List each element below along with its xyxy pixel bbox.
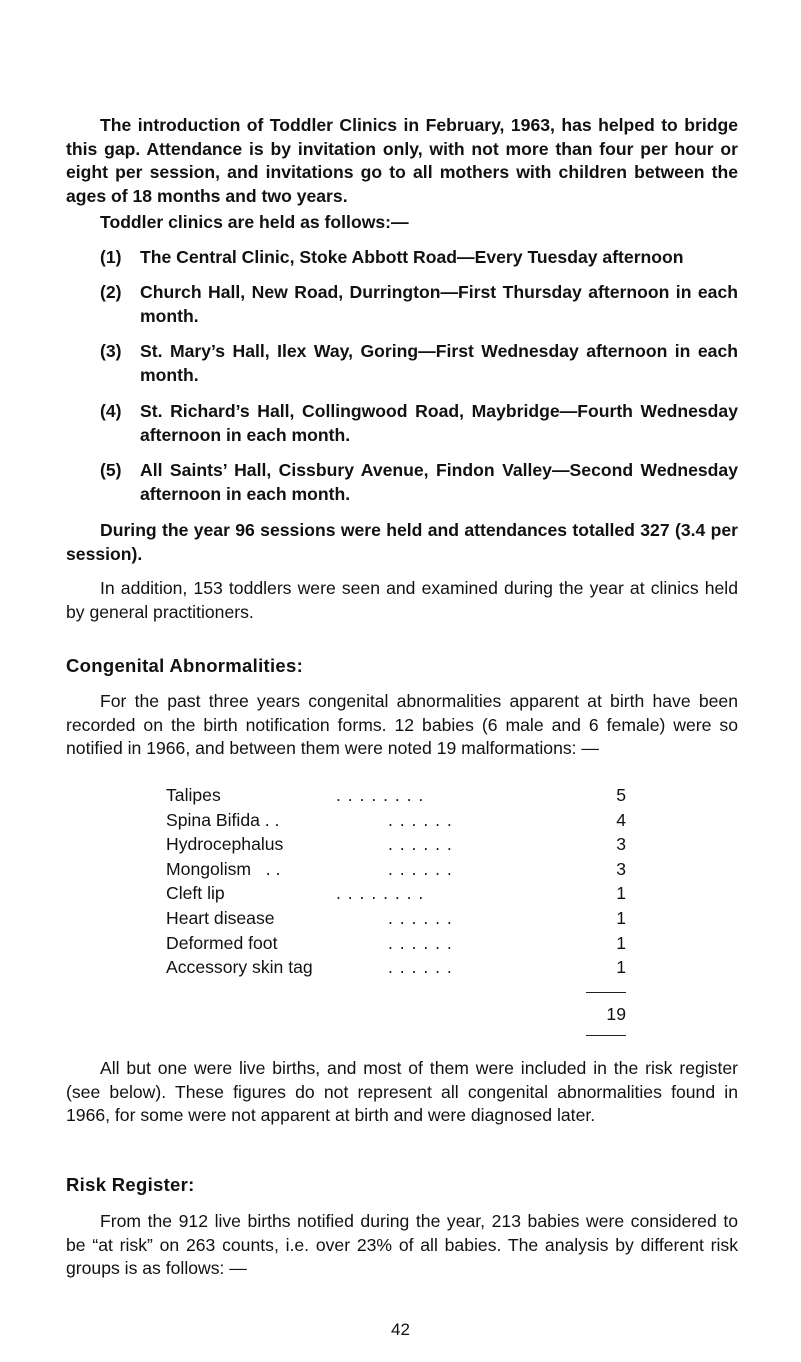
table-row-value: 1: [616, 932, 626, 953]
table-row: [166, 834, 626, 859]
page-number: 42: [391, 1320, 410, 1339]
congenital-closing-paragraph: All but one were live births, and most of them were included in the risk register (see below). These figures do not represent all congenital abnormalities found in 1966, for some were not apparent at birth and were diagnosed later.: [66, 1058, 738, 1125]
table-row-label: Spina Bifida . .: [166, 809, 280, 830]
malformations-table: [166, 785, 626, 1024]
table-row-value: 4: [616, 809, 626, 830]
table-row: [166, 785, 626, 810]
congenital-paragraph: For the past three years congenital abnormalities apparent at birth have been recorded on the birth notification forms. 12 babies (6 male and 6 female) were so notified in 1966, and between them were noted 19 malformations: —: [66, 691, 738, 758]
table-row-label: Talipes: [166, 785, 221, 805]
addition-paragraph: In addition, 153 toddlers were seen and examined during the year at clinics held by general practitioners.: [66, 578, 738, 622]
clinic-item: [100, 340, 738, 387]
clinic-item: [100, 281, 738, 328]
clinic-text: The Central Clinic, Stoke Abbott Road—Every Tuesday afternoon: [140, 247, 684, 267]
clinic-number: (5): [100, 460, 122, 480]
table-row: [166, 908, 626, 933]
table-total: 19: [606, 1004, 626, 1024]
table-row-label: Accessory skin tag: [166, 957, 313, 978]
table-row-leader: . . . . . .: [388, 809, 453, 830]
table-row-value: 5: [616, 785, 626, 805]
table-row: [166, 957, 626, 982]
clinic-text: St. Richard’s Hall, Collingwood Road, Maybridge—Fourth Wednesday afternoon in each month.: [140, 401, 738, 445]
table-row-leader: . . . . . .: [388, 834, 453, 855]
table-row-leader: . . . . . .: [388, 858, 453, 879]
table-row-label: Cleft lip: [166, 883, 225, 904]
table-row-value: 3: [616, 858, 626, 879]
clinic-text: St. Mary’s Hall, Ilex Way, Goring—First Wednesday afternoon in each month.: [140, 341, 738, 385]
risk-heading: Risk Register:: [66, 1174, 195, 1195]
table-row-leader: . . . . . .: [388, 932, 453, 953]
clinic-text: All Saints’ Hall, Cissbury Avenue, Findon Valley—Second Wednesday afternoon in each month.: [140, 460, 738, 504]
table-row-label: Deformed foot: [166, 932, 278, 953]
table-row-value: 1: [616, 957, 626, 978]
clinic-item: [100, 400, 738, 447]
table-row-leader: . . . . . .: [388, 957, 453, 978]
sessions-paragraph: During the year 96 sessions were held and attendances totalled 327 (3.4 per session).: [66, 520, 738, 564]
congenital-heading: Congenital Abnormalities:: [66, 655, 304, 676]
clinic-number: (2): [100, 282, 122, 302]
table-row-value: 1: [616, 883, 626, 904]
table-row: [166, 859, 626, 884]
clinic-item: [100, 246, 738, 270]
table-row-label: Mongolism . .: [166, 858, 281, 879]
table-row-label: Hydrocephalus: [166, 834, 284, 855]
clinic-text: Church Hall, New Road, Durrington—First Thursday afternoon in each month.: [140, 282, 738, 326]
table-row: [166, 810, 626, 835]
table-row-value: 3: [616, 834, 626, 855]
table-row-value: 1: [616, 907, 626, 928]
table-row-leader: . . . . . . . .: [336, 883, 425, 904]
table-row-leader: . . . . . . . .: [336, 785, 425, 805]
clinic-number: (1): [100, 247, 122, 267]
clinic-item: [100, 459, 738, 506]
clinic-number: (4): [100, 401, 122, 421]
intro-paragraph: The introduction of Toddler Clinics in February, 1963, has helped to bridge this gap. Attendance is by invitation only, with not more than four per hour or eight per session, and invitations go to all mothers with children between the ages of 18 months and two years.: [66, 115, 738, 206]
clinics-lead: Toddler clinics are held as follows:—: [100, 212, 409, 232]
risk-paragraph: From the 912 live births notified during the year, 213 babies were considered to be “at risk” on 263 counts, i.e. over 23% of all babies. The analysis by different risk groups is as follows: —: [66, 1211, 738, 1278]
total-rule-top: [586, 992, 626, 993]
table-row: [166, 883, 626, 908]
clinic-number: (3): [100, 341, 122, 361]
table-row: [166, 933, 626, 958]
table-row-label: Heart disease: [166, 907, 275, 928]
table-row-leader: . . . . . .: [388, 907, 453, 928]
total-rule-bottom: [586, 1035, 626, 1036]
